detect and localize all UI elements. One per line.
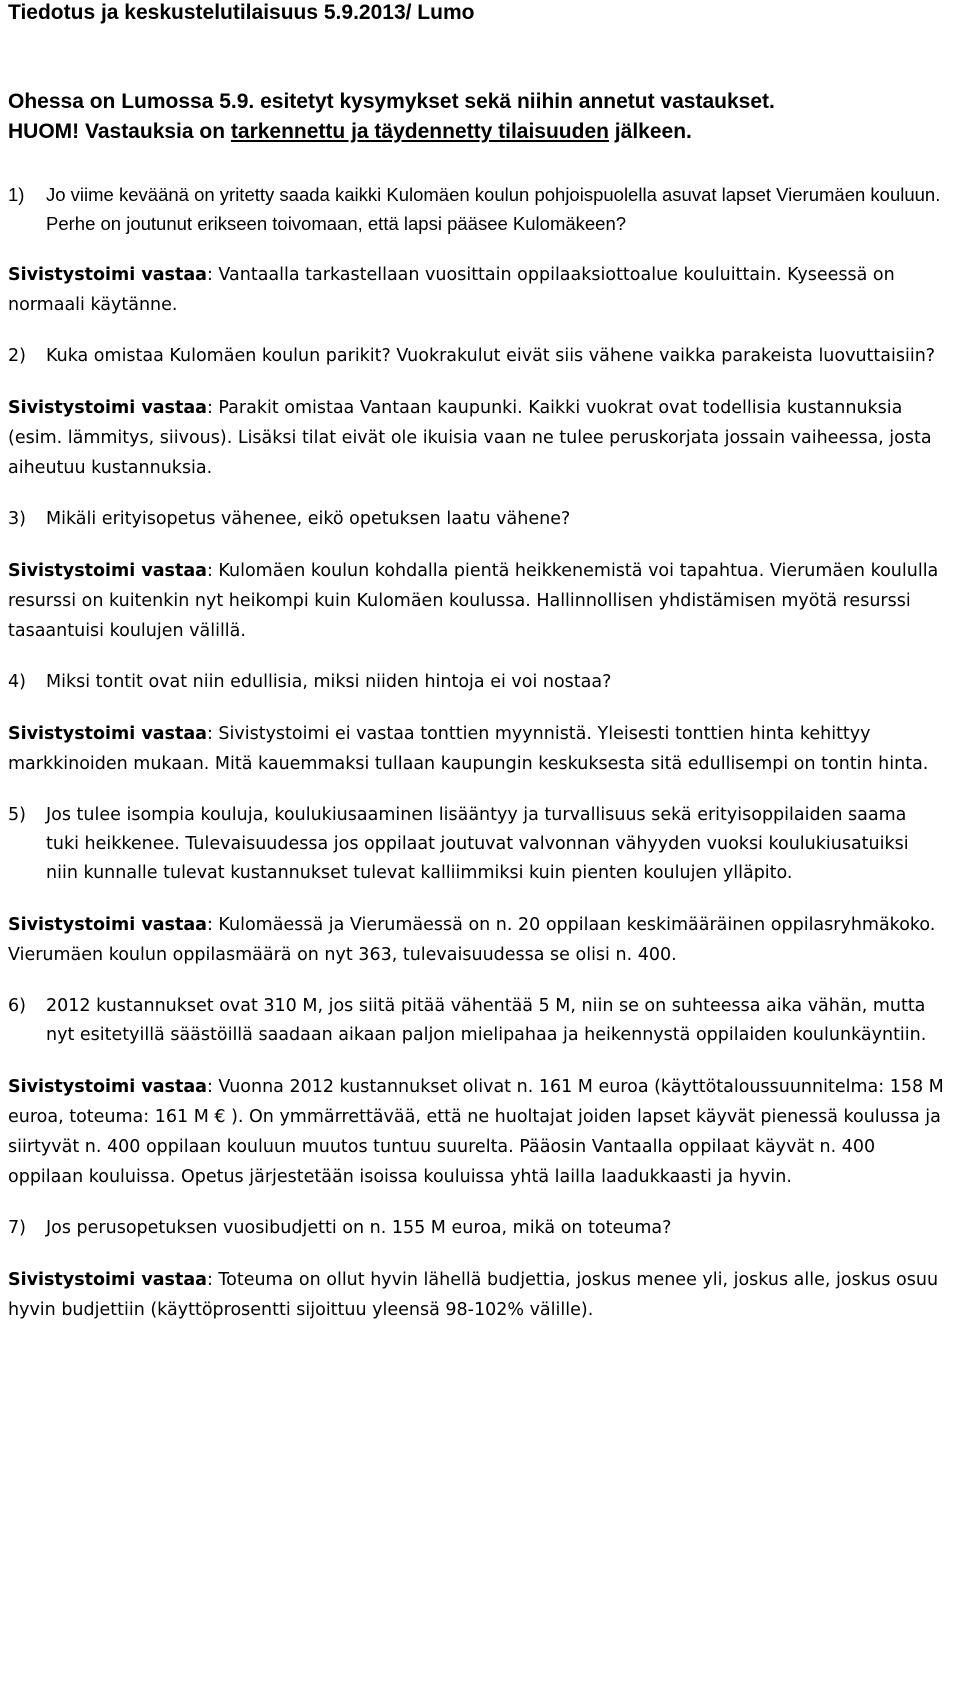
answer-text: : Vuonna 2012 kustannukset olivat n. 161 M euroa (käyttötaloussuunnitelma: 158 M euroa, toteuma: 161 M € ). On ymmärrettävää, että ne huoltajat joiden lapset käyvät pienessä koulussa ja siirtyvät n. 400 oppilaan kouluun muutos tuntuu suurelta. Pääosin Vantaalla oppilaat käyvät n. 400 oppilaan kouluissa. Opetus järjestetään isoissa kouluissa yhtä lailla laadukkaasti ja hyvin. — [8, 1077, 944, 1187]
question-3 — [8, 505, 944, 534]
question-number: 2) — [8, 346, 26, 366]
answer-label: Sivistystoimi vastaa — [8, 724, 207, 744]
answer-text: : Kulomäessä ja Vierumäessä on n. 20 oppilaan keskimääräinen oppilasryhmäkoko. Vierumäen koulun oppilasmäärä on nyt 363, tulevaisuudessa se olisi n. 400. — [8, 915, 936, 965]
answer-1 — [8, 260, 944, 320]
answer-text: : Vantaalla tarkastellaan vuosittain oppilaaksiottoalue kouluittain. Kyseessä on normaali käytänne. — [8, 265, 895, 315]
question-2 — [8, 342, 944, 371]
qa-item-5 — [8, 801, 944, 970]
qa-item-2 — [8, 342, 944, 483]
question-number: 1) — [8, 184, 25, 205]
answer-label: Sivistystoimi vastaa — [8, 561, 207, 581]
question-text: Jo viime keväänä on yritetty saada kaikki Kulomäen koulun pohjoispuolella asuvat lapset Vierumäen kouluun. Perhe on joutunut erikseen toivomaan, että lapsi pääsee Kulomäkeen? — [46, 184, 941, 234]
question-1 — [8, 180, 944, 238]
answer-label: Sivistystoimi vastaa — [8, 1077, 207, 1097]
answer-text: : Sivistystoimi ei vastaa tonttien myynnistä. Yleisesti tonttien hinta kehittyy markkinoiden mukaan. Mitä kauemmaksi tullaan kaupungin keskuksesta sitä edullisempi on tontin hinta. — [8, 724, 929, 774]
answer-5 — [8, 910, 944, 970]
question-7 — [8, 1214, 944, 1243]
document-title: Tiedotus ja keskustelutilaisuus 5.9.2013/ Lumo — [8, 1, 475, 24]
answer-text: : Kulomäen koulun kohdalla pientä heikkenemistä voi tapahtua. Vierumäen koululla resurssi on kuitenkin nyt heikompi kuin Kulomäen koulussa. Hallinnollisen yhdistämisen myötä resurssi tasaantuisi koulujen välillä. — [8, 561, 939, 641]
answer-7 — [8, 1265, 944, 1325]
intro-note — [8, 87, 944, 147]
question-text: Miksi tontit ovat niin edullisia, miksi niiden hintoja ei voi nostaa? — [46, 672, 612, 692]
answer-2 — [8, 393, 944, 483]
qa-item-7 — [8, 1214, 944, 1325]
question-text: 2012 kustannukset ovat 310 M, jos siitä pitää vähentää 5 M, niin se on suhteessa aika vähän, mutta nyt esitetyillä säästöillä saadaan aikaan paljon mielipahaa ja heikennystä oppilaiden koulunkäyntiin. — [46, 996, 927, 1045]
question-text: Mikäli erityisopetus vähenee, eikö opetuksen laatu vähene? — [46, 509, 571, 529]
question-6 — [8, 992, 944, 1050]
question-number: 5) — [8, 805, 26, 825]
intro-line-2-prefix: HUOM! Vastauksia on — [8, 120, 231, 143]
answer-label: Sivistystoimi vastaa — [8, 915, 207, 935]
intro-line-2 — [8, 117, 944, 147]
qa-item-6 — [8, 992, 944, 1192]
question-text: Jos perusopetuksen vuosibudjetti on n. 155 M euroa, mikä on toteuma? — [46, 1218, 672, 1238]
answer-6 — [8, 1072, 944, 1192]
intro-line-2-underlined: tarkennettu ja täydennetty tilaisuuden — [230, 120, 609, 143]
answer-text: : Toteuma on ollut hyvin lähellä budjettia, joskus menee yli, joskus alle, joskus osuu hyvin budjettiin (käyttöprosentti sijoittuu yleensä 98-102% välille). — [8, 1270, 939, 1320]
answer-label: Sivistystoimi vastaa — [8, 1270, 207, 1290]
intro-line-2-suffix: jälkeen. — [608, 120, 692, 143]
question-number: 7) — [8, 1218, 26, 1238]
question-4 — [8, 668, 944, 697]
question-number: 6) — [8, 996, 26, 1016]
qa-item-1 — [8, 180, 944, 320]
answer-label: Sivistystoimi vastaa — [8, 265, 207, 285]
intro-line-1: Ohessa on Lumossa 5.9. esitetyt kysymykset sekä niihin annetut vastaukset. — [8, 90, 775, 113]
qa-item-3 — [8, 505, 944, 646]
answer-4 — [8, 719, 944, 779]
question-text: Jos tulee isompia kouluja, koulukiusaaminen lisääntyy ja turvallisuus sekä erityisoppilaiden saama tuki heikkenee. Tulevaisuudessa jos oppilaat joutuvat valvonnan vähyyden vuoksi koulukiusatuiksi niin kunnalle tulevat kustannukset tulevat kalliimmiksi kuin pienten koulujen ylläpito. — [46, 805, 909, 883]
answer-label: Sivistystoimi vastaa — [8, 398, 207, 418]
question-number: 3) — [8, 509, 26, 529]
answer-text: : Parakit omistaa Vantaan kaupunki. Kaikki vuokrat ovat todellisia kustannuksia (esim. lämmitys, siivous). Lisäksi tilat eivät ole ikuisia vaan ne tulee peruskorjata jossain vaiheessa, josta aiheutuu kustannuksia. — [8, 398, 932, 478]
question-5 — [8, 801, 944, 888]
question-number: 4) — [8, 672, 26, 692]
qa-item-4 — [8, 668, 944, 779]
question-text: Kuka omistaa Kulomäen koulun parikit? Vuokrakulut eivät siis vähene vaikka parakeista luovuttaisiin? — [46, 346, 936, 366]
answer-3 — [8, 556, 944, 646]
